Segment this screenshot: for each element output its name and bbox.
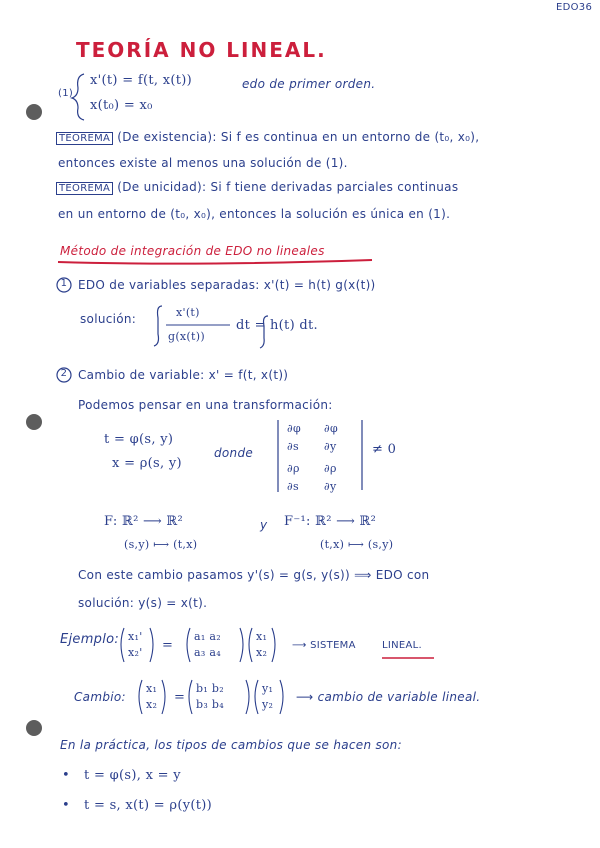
- teorema-existencia-text: (De existencia): Si f es continua en un entorno de (t₀, x₀),: [117, 130, 480, 144]
- cambio-matrix-row: b₁ b₂: [196, 682, 224, 695]
- page-title: TEORÍA NO LINEAL.: [76, 38, 327, 62]
- equals-sign: =: [174, 690, 186, 705]
- item1-number: 1: [60, 278, 68, 289]
- item2-text: Cambio de variable: x' = f(t, x(t)): [78, 368, 289, 382]
- item1-text: EDO de variables separadas: x'(t) = h(t) g(x(t)): [78, 278, 376, 292]
- item2-t-eq: t = φ(s, y): [104, 432, 174, 447]
- practica-bullet: t = s, x(t) = ρ(y(t)): [84, 798, 212, 813]
- item2-donde: donde: [214, 446, 254, 460]
- jacobian-entry: ∂s: [287, 440, 299, 453]
- ejemplo-lhs: x₂': [128, 646, 143, 659]
- f-points: (s,y) ⟼ (t,x): [124, 538, 198, 551]
- ejemplo-vec: x₂: [256, 646, 268, 659]
- problem-eq2: x(t₀) = x₀: [90, 98, 153, 113]
- ejemplo-matrix-row: a₃ a₄: [194, 646, 221, 659]
- teorema-tag: TEOREMA: [56, 132, 113, 145]
- item2-x-eq: x = ρ(s, y): [112, 456, 182, 471]
- section-underline: [58, 260, 372, 264]
- item1-sol-den: g(x(t)): [168, 330, 205, 343]
- finv-map: F⁻¹: ℝ² ⟶ ℝ²: [284, 514, 377, 529]
- ejemplo-lhs: x₁': [128, 630, 143, 643]
- teorema-unicidad-text: (De unicidad): Si f tiene derivadas parciales continuas: [117, 180, 459, 194]
- ejemplo-vec: x₁: [256, 630, 268, 643]
- ejemplo-matrix-row: a₁ a₂: [194, 630, 221, 643]
- problem-note: edo de primer orden.: [242, 77, 376, 91]
- finv-points: (t,x) ⟼ (s,y): [320, 538, 394, 551]
- cambio-vec: y₂: [262, 698, 274, 711]
- integral-icon: [154, 306, 162, 346]
- item2-line2: Podemos pensar en una transformación:: [78, 398, 333, 412]
- item2-number: 2: [60, 368, 68, 379]
- teorema-unicidad-line2: en un entorno de (t₀, x₀), entonces la solución es única en (1).: [58, 207, 451, 221]
- cambio-lhs: x₂: [146, 698, 158, 711]
- practica-bullet: t = φ(s), x = y: [84, 768, 181, 783]
- item2-sol-line: solución: y(s) = x(t).: [78, 596, 208, 610]
- teorema-unicidad-line1: [56, 180, 458, 194]
- jacobian-entry: ∂φ: [324, 422, 338, 435]
- equals-sign: =: [162, 638, 174, 653]
- item1-sol-num: x'(t): [176, 306, 200, 319]
- bullet-icon: •: [62, 798, 70, 813]
- problem-eq1: x'(t) = f(t, x(t)): [90, 73, 192, 88]
- practica-line: En la práctica, los tipos de cambios que se hacen son:: [60, 738, 402, 752]
- item1-sol-rhs: h(t) dt.: [270, 318, 318, 333]
- teorema-tag: TEOREMA: [56, 182, 113, 195]
- ejemplo-arrow-text: ⟶ SISTEMA: [292, 640, 356, 651]
- teorema-existencia-line2: entonces existe al menos una solución de (1).: [58, 156, 348, 170]
- page-number: EDO36: [556, 2, 593, 13]
- y-connector: y: [260, 518, 268, 532]
- item1-sol-dt: dt =: [236, 318, 266, 333]
- jacobian-entry: ∂s: [287, 480, 299, 493]
- brace-icon: [72, 74, 84, 120]
- cambio-label: Cambio:: [74, 690, 126, 704]
- f-map: F: ℝ² ⟶ ℝ²: [104, 514, 184, 529]
- jacobian-entry: ∂φ: [287, 422, 301, 435]
- item1-sol-label: solución:: [80, 312, 137, 326]
- cambio-matrix-row: b₃ b₄: [196, 698, 224, 711]
- cambio-arrow-text: ⟶ cambio de variable lineal.: [296, 690, 481, 704]
- item2-con-line: Con este cambio pasamos y'(s) = g(s, y(s)) ⟹ EDO con: [78, 568, 430, 582]
- section-heading: Método de integración de EDO no lineales: [60, 244, 325, 258]
- cambio-vec: y₁: [262, 682, 274, 695]
- problem-label: (1): [58, 88, 74, 99]
- jacobian-entry: ∂ρ: [287, 462, 300, 475]
- ejemplo-lineal: LINEAL.: [382, 640, 423, 651]
- jacobian-entry: ∂ρ: [324, 462, 337, 475]
- teorema-existencia-line1: [56, 130, 479, 144]
- jacobian-entry: ∂y: [324, 480, 337, 493]
- ejemplo-label: Ejemplo:: [60, 632, 120, 647]
- cambio-lhs: x₁: [146, 682, 158, 695]
- jacobian-neq: ≠ 0: [372, 442, 397, 457]
- bullet-icon: •: [62, 768, 70, 783]
- jacobian-entry: ∂y: [324, 440, 337, 453]
